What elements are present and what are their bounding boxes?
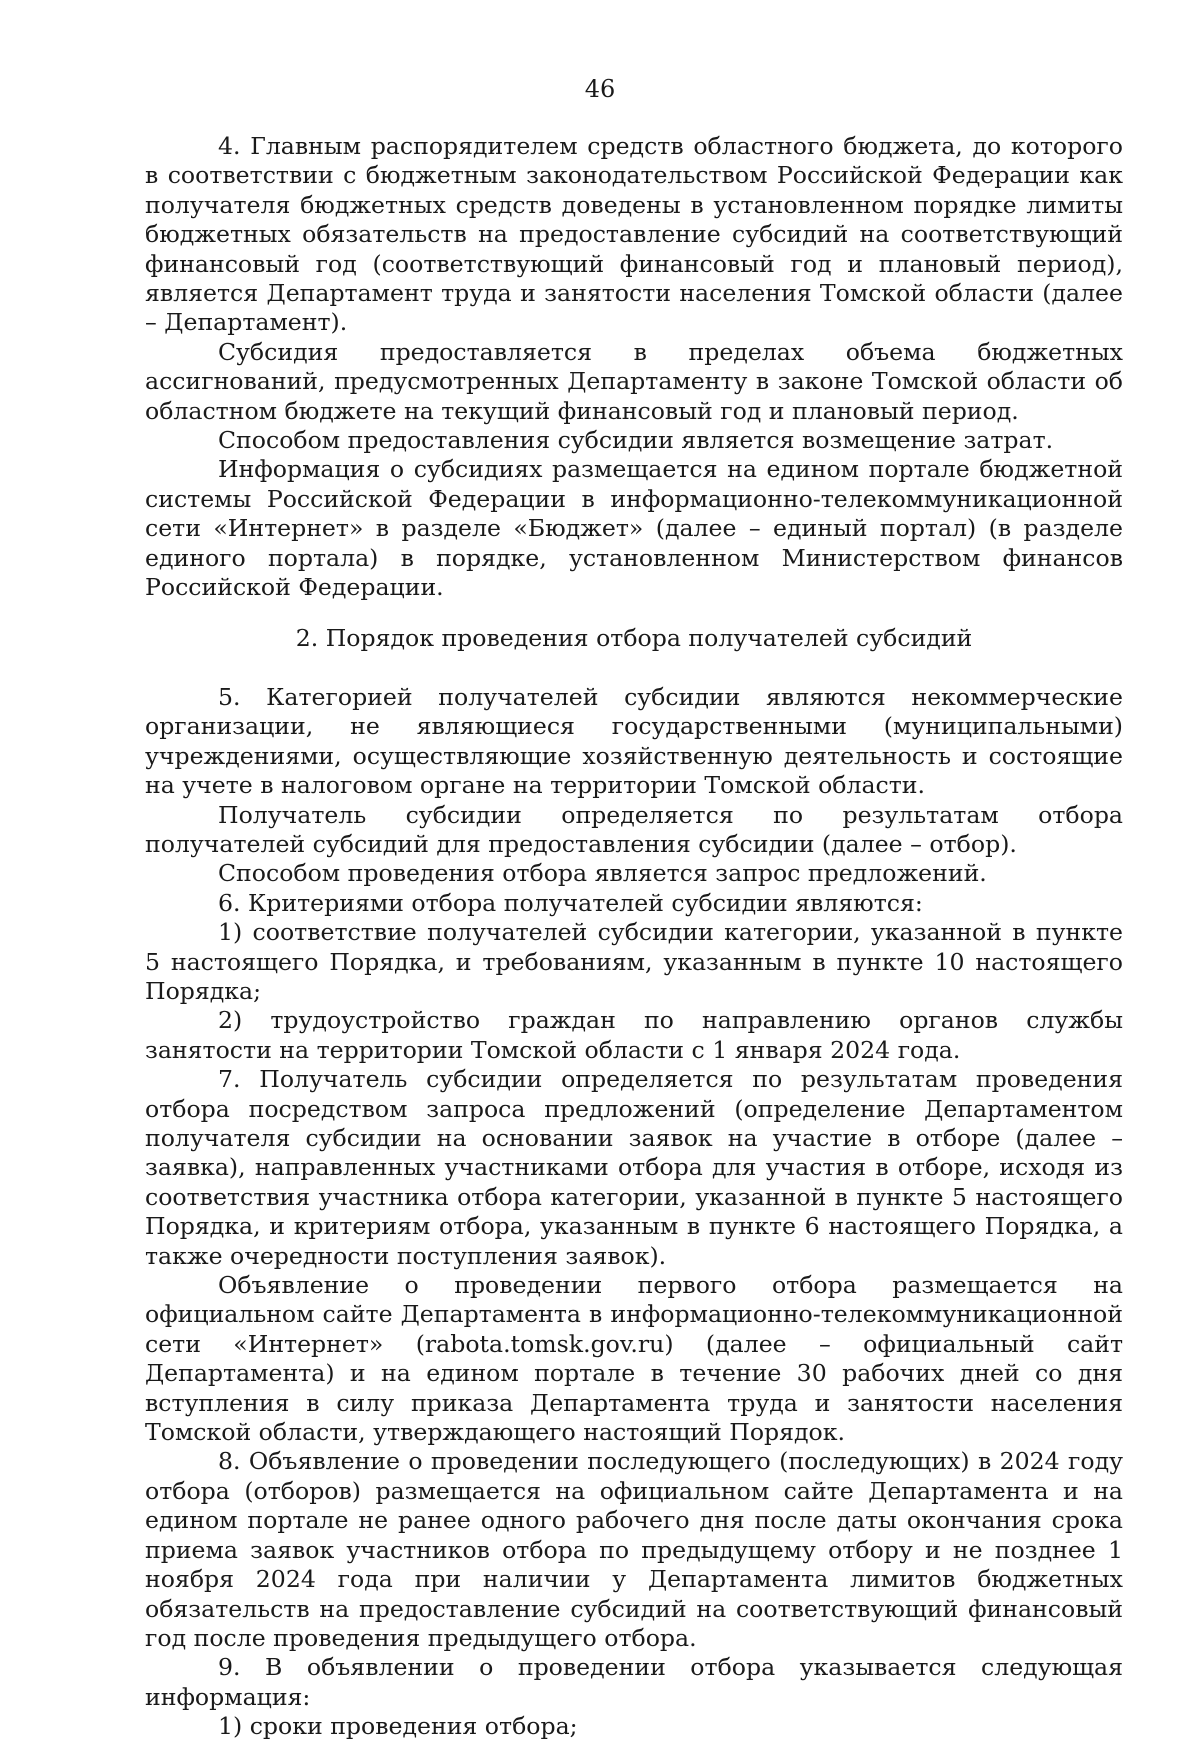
paragraph-item-8: 8. Объявление о проведении последующего (последующих) в 2024 году отбора (отборов) размещается на официальном сайте Департамента и на едином портале не ранее одного рабочего дня после даты окончания срока приема заявок участников отбора по предыдущему отбору и не позднее 1 ноября 2024 года при наличии у Департамента лимитов бюджетных обязательств на предоставление субсидий на соответствующий финансовый год после проведения предыдущего отбора. — [145, 1447, 1123, 1652]
paragraph-item-5: 5. Категорией получателей субсидии являются некоммерческие организации, не являющиеся государственными (муниципальными) учреждениями, осуществляющие хозяйственную деятельность и состоящие на учете в налоговом органе на территории Томской области. — [145, 682, 1123, 800]
paragraph-item-4: 4. Главным распорядителем средств областного бюджета, до которого в соответствии с бюджетным законодательством Российской Федерации как получателя бюджетных средств доведены в установленном порядке лимиты бюджетных обязательств на предоставление субсидий на соответствующий финансовый год (соответствующий финансовый год и плановый период), является Департамент труда и занятости населения Томской области (далее – Департамент). — [145, 132, 1123, 337]
paragraph-item-9-1: 1) сроки проведения отбора; — [218, 1712, 578, 1741]
paragraph-item-9: 9. В объявлении о проведении отбора указывается следующая информация: — [145, 1653, 1123, 1711]
paragraph-subsidy-limits: Субсидия предоставляется в пределах объема бюджетных ассигнований, предусмотренных Департаменту в законе Томской области об областном бюджете на текущий финансовый год и плановый период. — [145, 337, 1123, 425]
paragraph-item-6: 6. Критериями отбора получателей субсидии являются: — [218, 888, 923, 917]
paragraph-criterion-1: 1) соответствие получателей субсидии категории, указанной в пункте 5 настоящего Порядка, и требованиям, указанным в пункте 10 настоящего Порядка; — [145, 918, 1123, 1005]
document-body — [145, 132, 1123, 1742]
paragraph-first-selection-announcement: Объявление о проведении первого отбора размещается на официальном сайте Департамента в информационно-телекоммуникационной сети «Интернет» (rabota.tomsk.gov.ru) (далее – официальный сайт Департамента) и на едином портале в течение 30 рабочих дней со дня вступления в силу приказа Департамента труда и занятости населения Томской области, утверждающего настоящий Порядок. — [145, 1271, 1123, 1447]
paragraph-recipient-selection: Получатель субсидии определяется по результатам отбора получателей субсидий для предоставления субсидии (далее – отбор). — [145, 800, 1123, 858]
paragraph-subsidy-info: Информация о субсидиях размещается на едином портале бюджетной системы Российской Федерации в информационно-телекоммуникационной сети «Интернет» в разделе «Бюджет» (далее – единый портал) (в разделе единого портала) в порядке, установленном Министерством финансов Российской Федерации. — [145, 455, 1123, 602]
paragraph-item-7: 7. Получатель субсидии определяется по результатам проведения отбора посредством запроса предложений (определение Департаментом получателя субсидии на основании заявок на участие в отборе (далее – заявка), направленных участниками отбора для участия в отборе, исходя из соответствия участника отбора категории, указанной в пункте 5 настоящего Порядка, и критериям отбора, указанным в пункте 6 настоящего Порядка, а также очередности поступления заявок). — [145, 1065, 1123, 1270]
paragraph-criterion-2: 2) трудоустройство граждан по направлению органов службы занятости на территории Томской области с 1 января 2024 года. — [145, 1006, 1123, 1064]
paragraph-selection-method: Способом проведения отбора является запрос предложений. — [218, 859, 987, 888]
section-heading: 2. Порядок проведения отбора получателей субсидий — [295, 623, 973, 652]
page-number: 46 — [584, 75, 616, 103]
paragraph-subsidy-method: Способом предоставления субсидии является возмещение затрат. — [218, 426, 1054, 455]
